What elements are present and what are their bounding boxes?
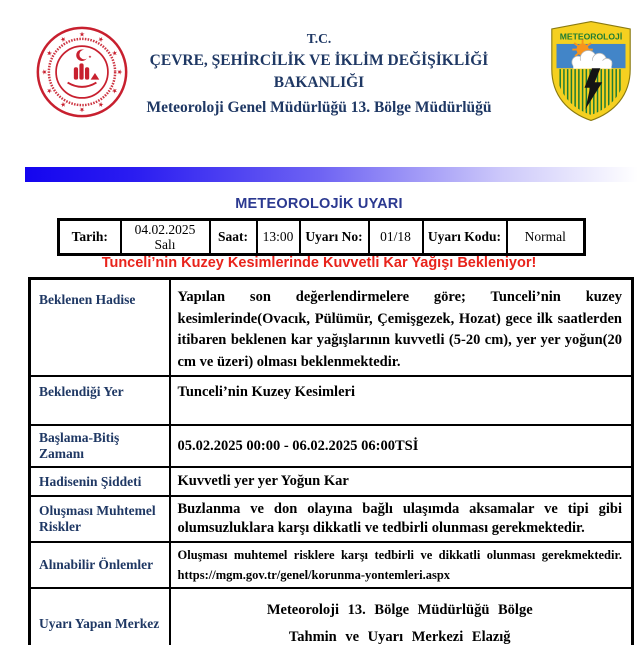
meteoroloji-logo-icon <box>549 20 633 122</box>
precaution-text: Oluşması muhtemel risklere karşı tedbirli ve dikkatli olunması gerekmektedir. <box>177 548 622 562</box>
row-label: Beklendiği Yer <box>30 376 170 425</box>
warning-headline: Tunceli’nin Kuzey Kesimlerinde Kuvvetli Kar Yağışı Bekleniyor! <box>101 255 537 271</box>
row-value: Tunceli’nin Kuzey Kesimleri <box>170 376 633 425</box>
gradient-divider-bar <box>25 167 638 182</box>
table-row-alinabilir-onlemler <box>30 542 633 588</box>
row-label: Başlama-Bitiş Zamanı <box>30 425 170 467</box>
warning-no-value: 01/18 <box>369 220 423 255</box>
row-label: Uyarı Yapan Merkez <box>30 588 170 645</box>
warning-info-table <box>57 218 586 256</box>
warning-code-value: Normal <box>507 220 585 255</box>
date-label: Tarih: <box>59 220 121 255</box>
svg-text:★: ★ <box>40 68 49 76</box>
svg-text:★: ★ <box>44 86 55 96</box>
svg-text:★: ★ <box>115 68 124 76</box>
svg-text:★: ★ <box>88 54 92 60</box>
date-value-date: 04.02.2025 <box>134 222 196 237</box>
letterhead-ministry: ÇEVRE, ŞEHİRCİLİK VE İKLİM DEĞİŞİKLİĞİ <box>149 52 489 69</box>
table-row-uyari-yapan-merkez <box>30 588 633 645</box>
svg-text:★: ★ <box>78 30 86 39</box>
precaution-link[interactable]: https://mgm.gov.tr/genel/korunma-yontemleri.aspx <box>177 568 451 582</box>
table-row-hadisenin-siddeti <box>30 467 633 496</box>
table-row-baslama-bitis <box>30 425 633 467</box>
warning-code-label: Uyarı Kodu: <box>423 220 507 255</box>
letterhead-ministry-2: BAKANLIĞI <box>273 74 365 91</box>
table-row-beklendigi-yer <box>30 376 633 425</box>
row-value: Buzlanma ve don olayına bağlı ulaşımda aksamalar ve tipi gibi olumsuzluklara karşı dikkatli ve tedbirli olunması gerekmektedir. <box>170 496 633 542</box>
row-label: Beklenen Hadise <box>30 279 170 377</box>
row-label: Hadisenin Şiddeti <box>30 467 170 496</box>
svg-text:★: ★ <box>96 34 106 45</box>
table-row-muhtemel-riskler <box>30 496 633 542</box>
date-value <box>121 220 210 255</box>
svg-text:★: ★ <box>58 34 68 45</box>
row-label: Alınabilir Önlemler <box>30 542 170 588</box>
svg-text:★: ★ <box>109 48 120 58</box>
info-row <box>59 220 585 255</box>
shield-label: METEOROLOJİ <box>559 31 623 42</box>
section-title: METEOROLOJİK UYARI <box>235 196 403 212</box>
row-value: 05.02.2025 00:00 - 06.02.2025 06:00TSİ <box>170 425 633 467</box>
letterhead <box>110 31 528 117</box>
row-value: Kuvvetli yer yer Yoğun Kar <box>170 467 633 496</box>
row-value <box>170 542 633 588</box>
svg-text:★: ★ <box>58 99 68 110</box>
time-value: 13:00 <box>257 220 300 255</box>
row-label: Oluşması Muhtemel Riskler <box>30 496 170 542</box>
row-value <box>170 588 633 645</box>
row-value: Yapılan son değerlendirmelere göre; Tunceli’nin kuzey kesimlerinde(Ovacık, Pülümür, Çemişgezek, Hozat) gece ilk saatlerden itibaren beklenen kar yağışlarının kuvvetli (5-20 cm), yer yer yoğun(20 cm ve üzeri) olması beklenmektedir. <box>170 279 633 377</box>
svg-text:★: ★ <box>44 48 55 58</box>
letterhead-department: Meteoroloji Genel Müdürlüğü 13. Bölge Müdürlüğü <box>146 99 492 116</box>
issuing-center-line1: Meteoroloji 13. Bölge Müdürlüğü Bölge <box>266 601 533 618</box>
letterhead-tc: T.C. <box>306 31 332 46</box>
warning-no-label: Uyarı No: <box>300 220 369 255</box>
time-label: Saat: <box>210 220 257 255</box>
date-value-day: Salı <box>154 237 176 252</box>
warning-details-table <box>28 277 634 645</box>
svg-text:★: ★ <box>109 86 120 96</box>
svg-text:★: ★ <box>96 99 106 110</box>
issuing-center-line2: Tahmin ve Uyarı Merkezi Elazığ <box>288 628 511 645</box>
table-row-beklenen-hadise <box>30 279 633 377</box>
svg-text:★: ★ <box>78 105 86 114</box>
